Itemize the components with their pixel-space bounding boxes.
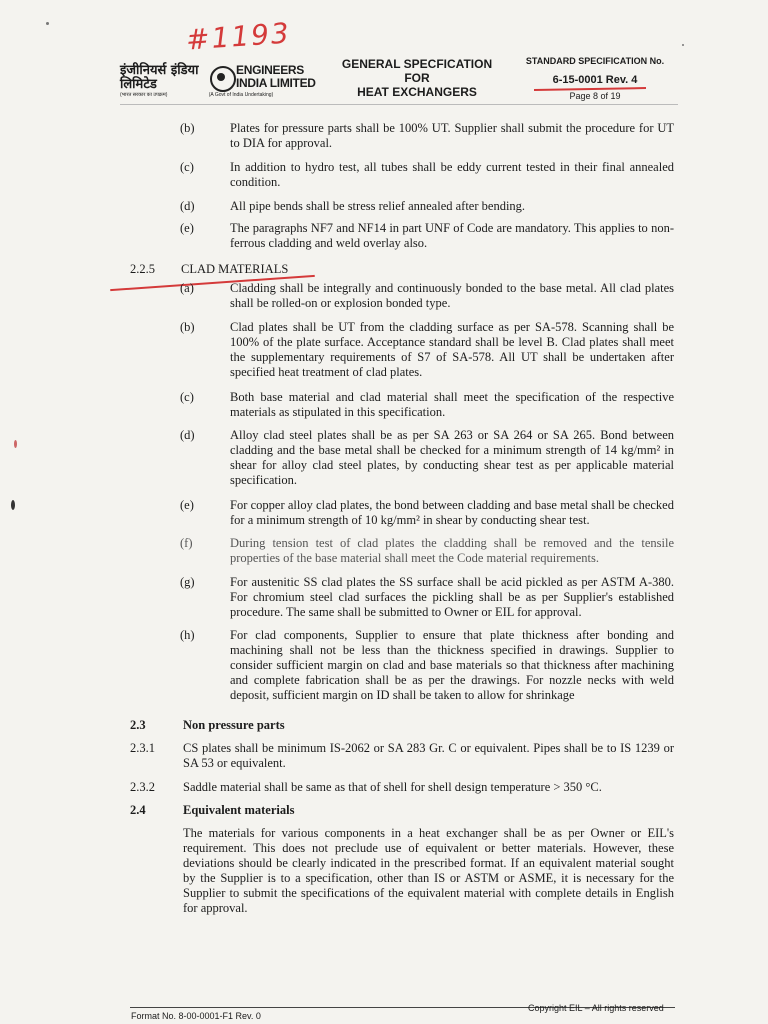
equivalent-materials-paragraph: The materials for various components in a heat exchanger shall be as per Owner or EIL's requirement. This does not preclude use of equivalent or better materials. However, these deviations should be clearly indicated in the prescribed format. If an equivalent material sought by the Supplier is to a specification, other than IS or ASTM or ASME, it is necessary for the Supplier to submit the specifications of the equivalent material with complete details in English for approval. xyxy=(183,826,674,915)
scan-speck xyxy=(46,22,49,25)
scan-speck xyxy=(14,440,17,448)
scan-speck xyxy=(11,500,15,510)
item-text: Plates for pressure parts shall be 100% UT. Supplier shall submit the procedure for UT to DIA for approval. xyxy=(230,121,674,150)
subsection-text: Saddle material shall be same as that of shell for shell design temperature > 350 °C. xyxy=(183,780,602,794)
logo-hindi-text: इंजीनियर्स इंडिया लिमिटेड xyxy=(120,63,199,92)
logo-english-line1: ENGINEERS xyxy=(236,63,304,77)
logo-tagline-english: (A Govt of India Undertaking) xyxy=(208,92,274,98)
item-text: In addition to hydro test, all tubes shall be eddy current tested in their final annealed condition. xyxy=(230,160,674,189)
subsection-number: 2.3.1 xyxy=(130,741,155,755)
item-label: (d) xyxy=(180,428,195,442)
company-logo xyxy=(120,64,320,104)
page-number: Page 8 of 19 xyxy=(569,91,621,101)
section-number: 2.4 xyxy=(130,803,146,817)
item-label: (f) xyxy=(180,536,193,550)
handwritten-annotation: #1193 xyxy=(184,16,292,57)
item-label: (g) xyxy=(180,575,195,589)
logo-tagline xyxy=(120,92,320,98)
section-title: Equivalent materials xyxy=(183,803,295,817)
item-text: Both base material and clad material shall meet the specification of the respective materials as stipulated in this specification. xyxy=(230,390,674,419)
item-text: For clad components, Supplier to ensure that plate thickness after bonding and machining shall not be less than the thickness specified in drawings. Supplier to consider sufficient margin on clad and base materials so that thickness after machining and complete fabrication shall be as per the drawings. For nozzle necks with weld deposit, sufficient margin on ID shall be taken to allow for shrinkage xyxy=(230,628,674,702)
item-label: (e) xyxy=(180,221,194,235)
section-title: CLAD MATERIALS xyxy=(181,262,289,276)
title-line-2: FOR xyxy=(404,71,430,85)
subsection-text: CS plates shall be minimum IS-2062 or SA 283 Gr. C or equivalent. Pipes shall be to IS 1239 or SA 53 or equivalent. xyxy=(183,741,674,770)
item-label: (c) xyxy=(180,390,194,404)
item-text: During tension test of clad plates the cladding shall be removed and the tensile properties of the base material shall meet the Code material requirements. xyxy=(230,536,674,565)
item-text: All pipe bends shall be stress relief annealed after bending. xyxy=(230,199,526,213)
section-number: 2.3 xyxy=(130,718,146,732)
eil-emblem-icon xyxy=(210,66,236,92)
item-label: (d) xyxy=(180,199,195,213)
item-label: (a) xyxy=(180,281,194,295)
title-line-3: HEAT EXCHANGERS xyxy=(357,85,477,99)
spec-label: STANDARD SPECIFICATION No. xyxy=(525,56,665,66)
spec-info xyxy=(520,56,670,101)
item-label: (e) xyxy=(180,498,194,512)
item-text: Clad plates shall be UT from the cladding surface as per SA-578. Scanning shall be 100% of the plate surface. Acceptance standard shall be level B. Clad plates shall meet the supplementary requirements of S7 of SA-578. All UT shall be undertaken after specified heat treatment of clad plates. xyxy=(230,320,674,379)
format-number: Format No. 8-00-0001-F1 Rev. 0 xyxy=(131,1011,261,1021)
item-label: (c) xyxy=(180,160,194,174)
document-title xyxy=(333,57,501,99)
spec-number: 6-15-0001 Rev. 4 xyxy=(552,74,638,86)
copyright-notice: Copyright EIL – All rights reserved xyxy=(528,1003,664,1013)
item-text: For copper alloy clad plates, the bond between cladding and base metal shall be checked for a minimum strength of 10 kg/mm² in shear by conducting shear test. xyxy=(230,498,674,527)
item-label: (b) xyxy=(180,320,195,334)
item-text: For austenitic SS clad plates the SS surface shall be acid pickled as per ASTM A-380. For chromium steel clad surfaces the pickling shall be as per Supplier's established procedure. The same shall be submitted to Owner or EIL for approval. xyxy=(230,575,674,619)
logo-tagline-hindi: (भारत सरकार का उपक्रम) xyxy=(120,92,168,98)
logo-english-line2: INDIA LIMITED xyxy=(236,76,316,90)
title-line-1: GENERAL SPECFICATION xyxy=(341,57,493,71)
subsection-number: 2.3.2 xyxy=(130,780,155,794)
item-label: (b) xyxy=(180,121,195,135)
header-divider xyxy=(120,104,678,105)
item-text: Cladding shall be integrally and continuously bonded to the base metal. All clad plates shall be rolled-on or explosion bonded type. xyxy=(230,281,674,310)
item-text: The paragraphs NF7 and NF14 in part UNF of Code are mandatory. This applies to non-ferrous cladding and weld overlay also. xyxy=(230,221,674,250)
item-label: (h) xyxy=(180,628,195,642)
section-number: 2.2.5 xyxy=(130,262,155,276)
scan-speck xyxy=(682,44,684,46)
item-text: Alloy clad steel plates shall be as per SA 263 or SA 264 or SA 265. Bond between cladding and the base metal shall be checked for a minimum strength of 14 kg/mm² in shear for alloy clad steel plates, by conducting shear test as per applicable material specification. xyxy=(230,428,674,487)
logo-english-text xyxy=(236,64,316,90)
section-title: Non pressure parts xyxy=(183,718,285,732)
